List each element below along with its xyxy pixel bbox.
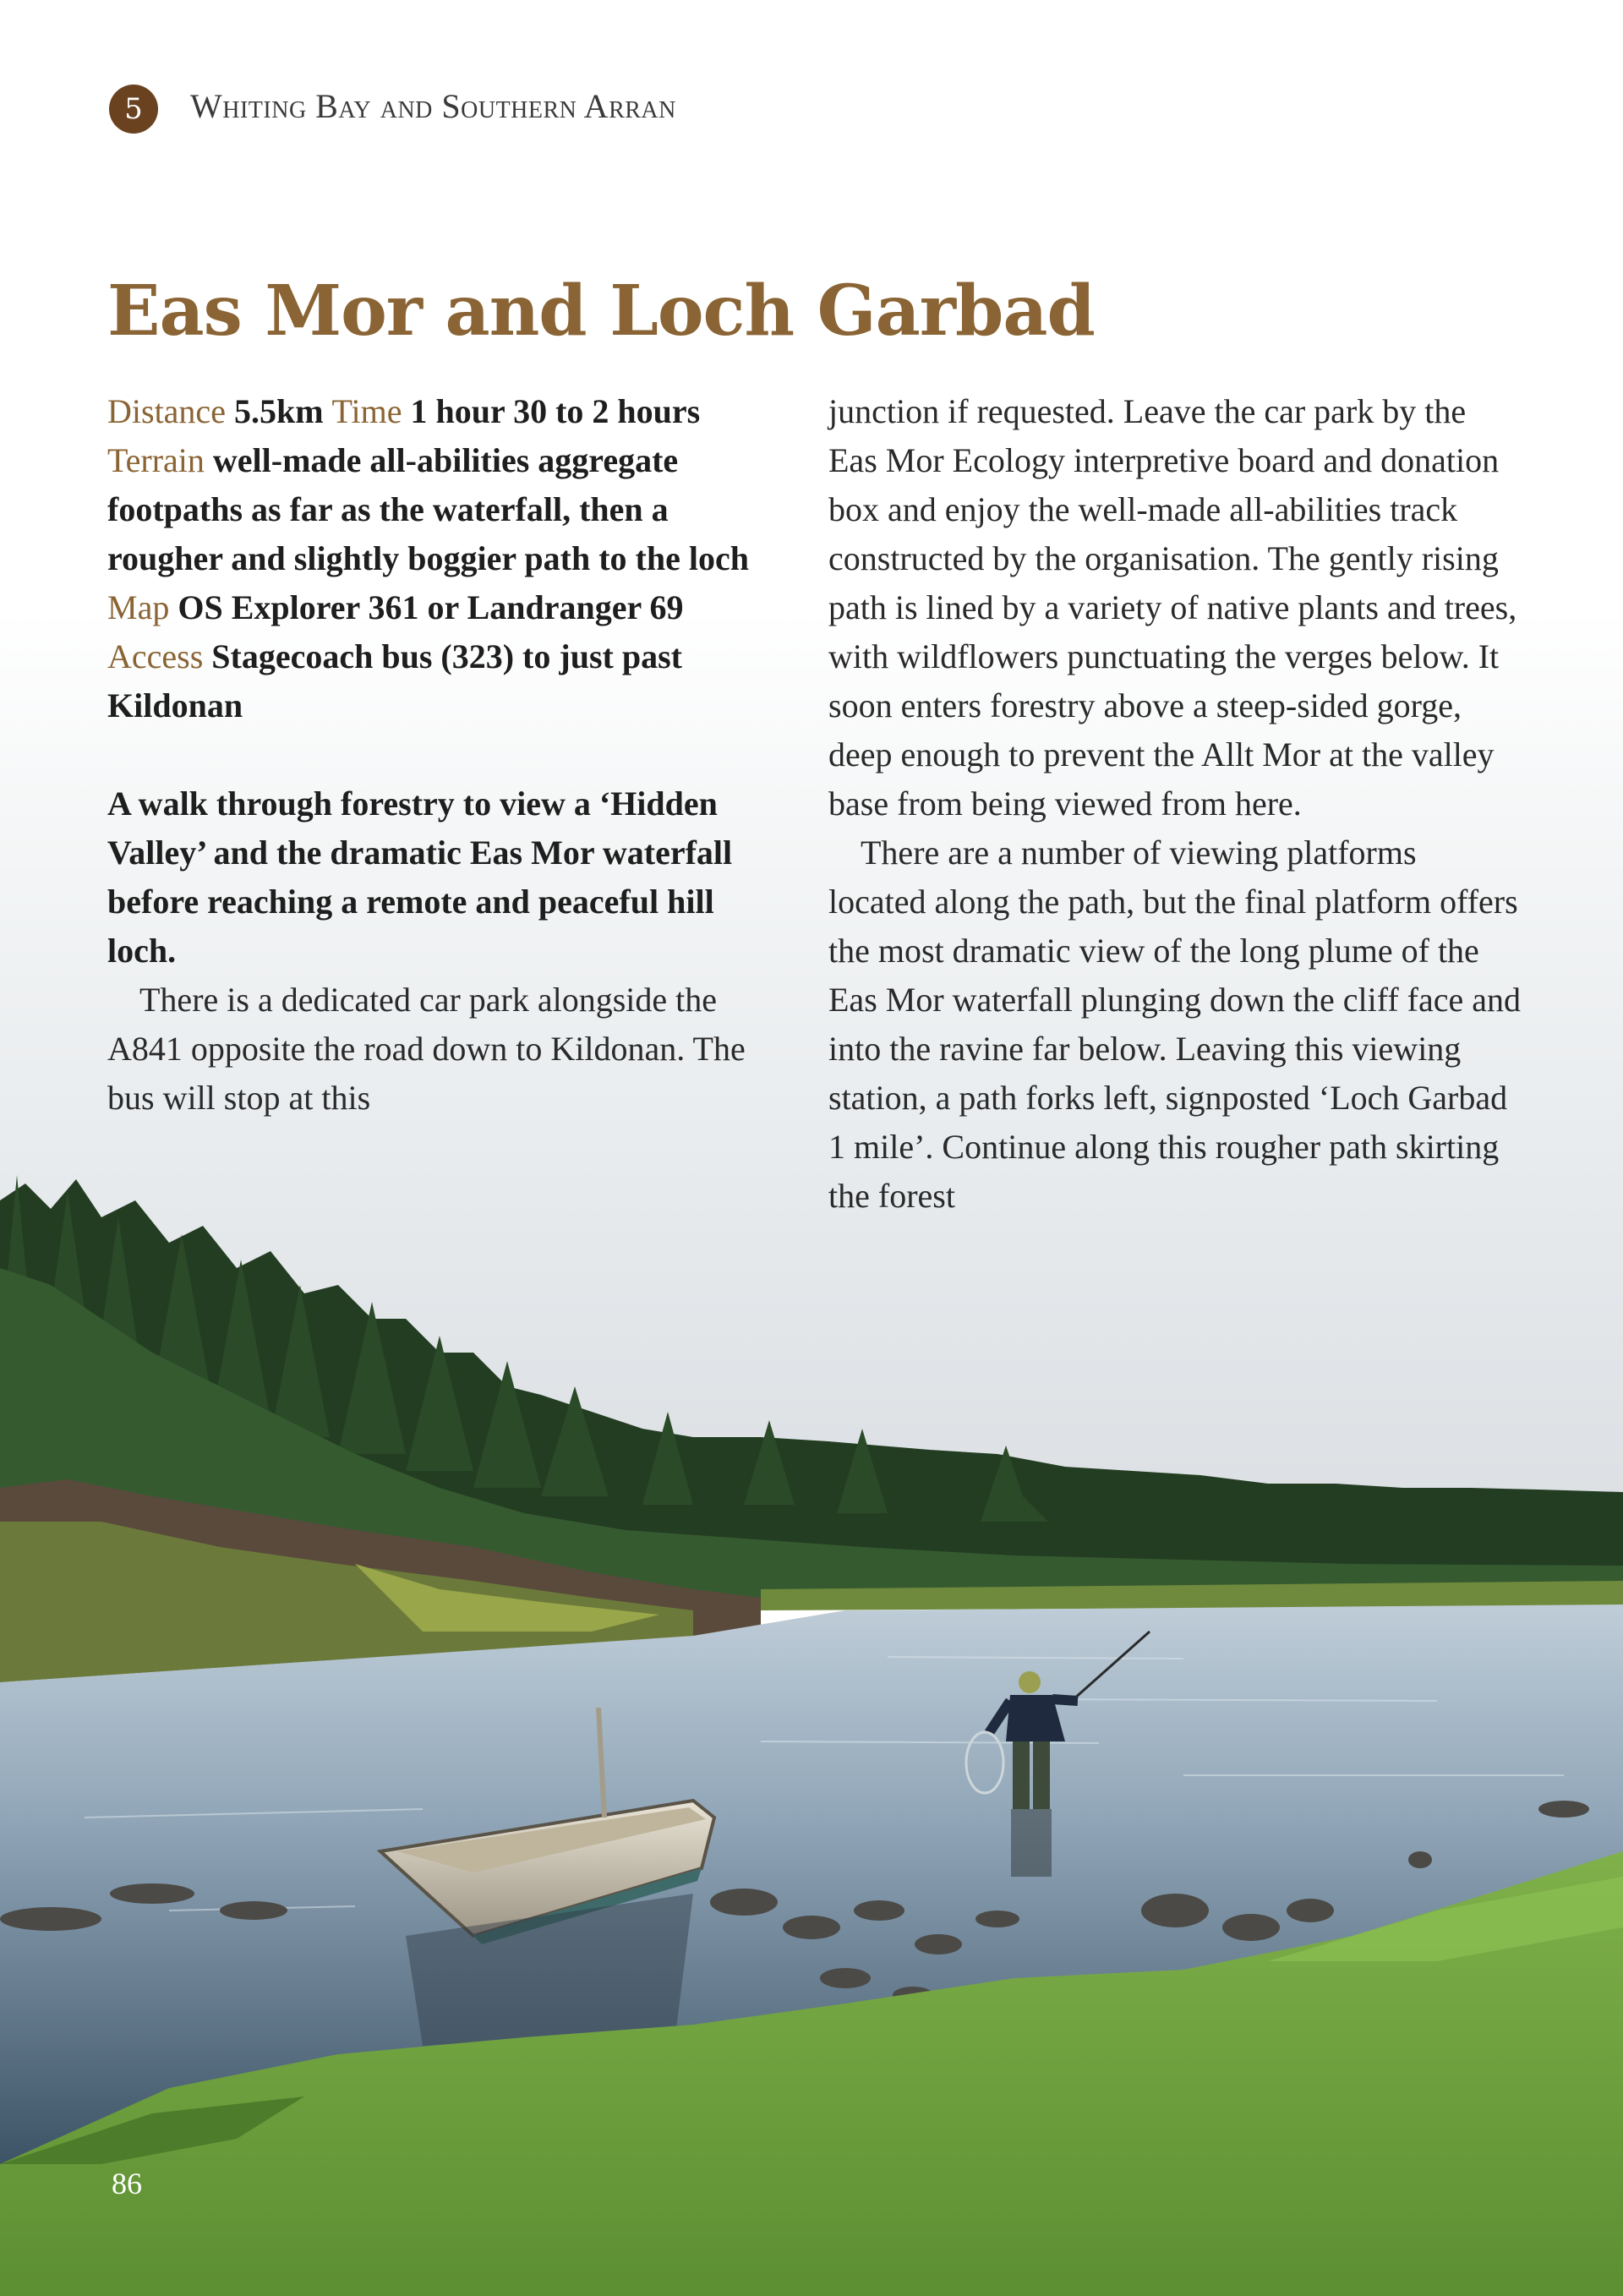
body-paragraph-1-start: There is a dedicated car park alongside the A841 opposite the road down to Kildonan. The bus will stop at this	[107, 981, 746, 1117]
map-value: OS Explorer 361 or Landranger 69	[178, 588, 684, 626]
time-label: Time	[331, 392, 402, 430]
chapter-title: Whiting Bay and Southern Arran	[190, 87, 676, 125]
intro-paragraph: A walk through forestry to view a ‘Hidden Valley’ and the dramatic Eas Mor waterfall before reaching a remote and peaceful hill loch.	[107, 784, 733, 970]
body-paragraph-2: There are a number of viewing platforms located along the path, but the final platform offers the most dramatic view of the long plume of the Eas Mor waterfall plunging down the cliff face and into the ravine far below. Leaving this viewing station, a path forks left, signposted ‘Loch Garbad 1 mile’. Continue along this rougher path skirting the forest	[828, 834, 1521, 1215]
left-column	[107, 387, 784, 1123]
body-paragraph-1-continued: junction if requested. Leave the car park by the Eas Mor Ecology interpretive board and donation box and enjoy the well-made all-abilities track constructed by the organisation. The gently rising path is lined by a variety of native plants and trees, with wildflowers punctuating the verges below. It soon enters forestry above a steep-sided gorge, deep enough to prevent the Allt Mor at the valley base from being viewed from here.	[828, 392, 1517, 823]
chapter-number-badge: 5	[109, 85, 158, 134]
terrain-value: well-made all-abilities aggregate footpaths as far as the waterfall, then a rougher and slightly boggier path to the loch	[107, 441, 749, 577]
right-column	[828, 387, 1522, 1221]
distance-value: 5.5km	[233, 392, 324, 430]
map-label: Map	[107, 588, 170, 626]
time-value: 1 hour 30 to 2 hours	[410, 392, 701, 430]
route-details	[107, 387, 784, 730]
page-title: Eas Mor and Loch Garbad	[107, 271, 1095, 352]
terrain-label: Terrain	[107, 441, 205, 479]
page-number: 86	[112, 2167, 142, 2200]
access-label: Access	[107, 637, 204, 675]
distance-label: Distance	[107, 392, 226, 430]
access-value: Stagecoach bus (323) to just past Kildonan	[107, 637, 682, 724]
